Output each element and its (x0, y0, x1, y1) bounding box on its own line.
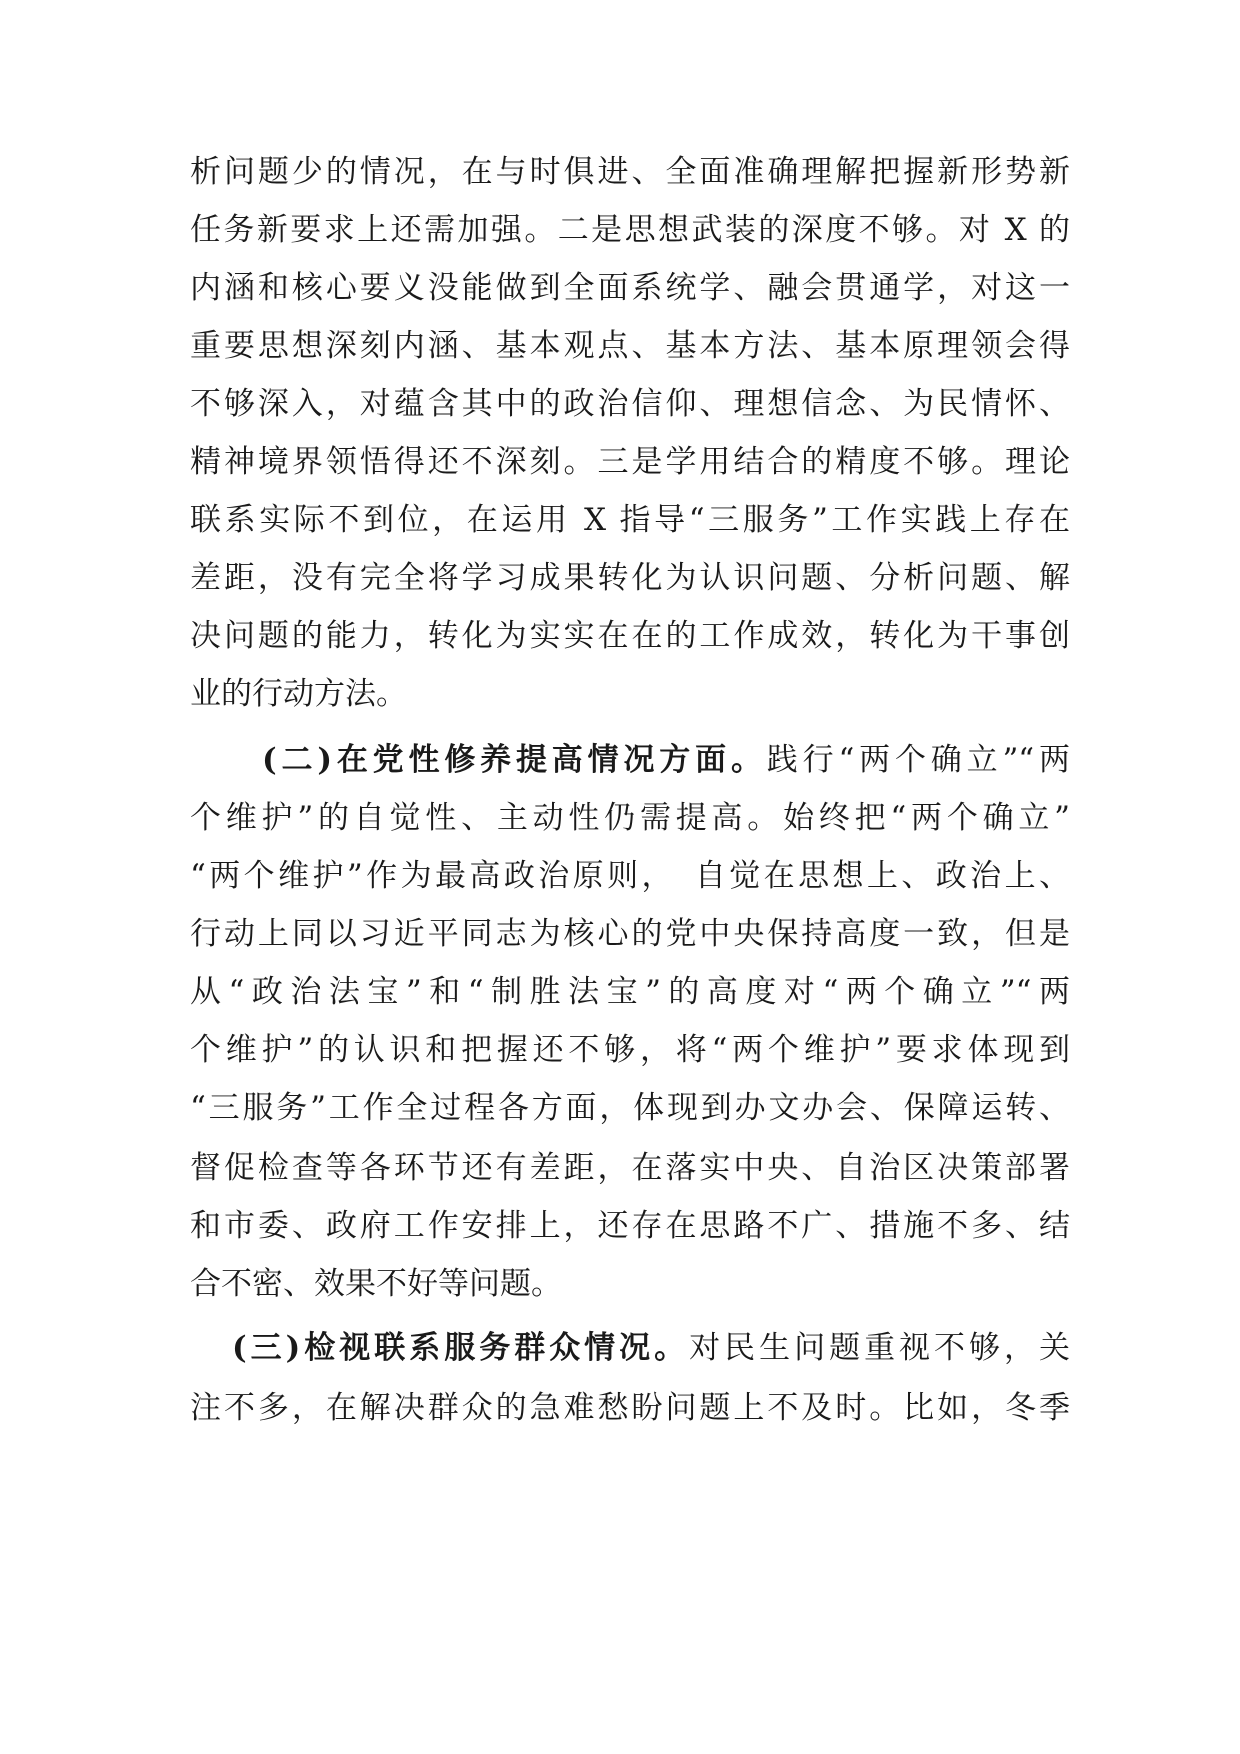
paragraph-2-line-1 (262, 740, 1070, 780)
paragraph-3-line-2: 注不多，在解决群众的急难愁盼问题上不及时。比如，冬季 (190, 1390, 1070, 1426)
paragraph-1-line-6: 精神境界领悟得还不深刻。三是学用结合的精度不够。理论 (190, 444, 1070, 480)
section-heading-3: (三)检视联系服务群众情况。 (232, 1330, 690, 1366)
paragraph-2-line-3: “两个维护”作为最高政治原则， 自觉在思想上、政治上、 (190, 858, 1070, 894)
paragraph-2-line-10: 合不密、效果不好等问题。 (190, 1266, 562, 1302)
paragraph-2-line-4: 行动上同以习近平同志为核心的党中央保持高度一致，但是 (190, 916, 1070, 952)
paragraph-2-line-8: 督促检查等各环节还有差距，在落实中央、自治区决策部署 (190, 1150, 1070, 1186)
paragraph-3-line-1-text: 对民生问题重视不够，关 (689, 1330, 1070, 1366)
paragraph-3-line-1 (232, 1328, 1070, 1368)
paragraph-1-line-8: 差距，没有完全将学习成果转化为认识问题、分析问题、解 (190, 560, 1070, 596)
paragraph-2-line-6: 个维护”的认识和把握还不够，将“两个维护”要求体现到 (190, 1032, 1070, 1068)
paragraph-2-line-2: 个维护”的自觉性、主动性仍需提高。始终把“两个确立” (190, 800, 1070, 836)
paragraph-1-line-5: 不够深入，对蕴含其中的政治信仰、理想信念、为民情怀、 (190, 386, 1070, 422)
paragraph-1-line-9: 决问题的能力，转化为实实在在的工作成效，转化为干事创 (190, 618, 1070, 654)
paragraph-1-line-3: 内涵和核心要义没能做到全面系统学、融会贯通学，对这一 (190, 270, 1070, 306)
paragraph-1-line-1: 析问题少的情况，在与时俱进、全面准确理解把握新形势新 (190, 154, 1070, 190)
paragraph-1-line-7: 联系实际不到位，在运用 X 指导“三服务”工作实践上存在 (190, 502, 1070, 538)
paragraph-1-line-10: 业的行动方法。 (190, 676, 407, 712)
paragraph-2-line-9: 和市委、政府工作安排上，还存在思路不广、措施不多、结 (190, 1208, 1070, 1244)
paragraph-2-line-1-text: 践行“两个确立”“两 (766, 742, 1070, 778)
section-heading-2: (二)在党性修养提高情况方面。 (262, 742, 767, 778)
paragraph-2-line-5: 从“政治法宝”和“制胜法宝”的高度对“两个确立”“两 (190, 974, 1070, 1010)
paragraph-1-line-2: 任务新要求上还需加强。二是思想武装的深度不够。对 X 的 (190, 212, 1070, 248)
paragraph-1-line-4: 重要思想深刻内涵、基本观点、基本方法、基本原理领会得 (190, 328, 1070, 364)
paragraph-2-line-7: “三服务”工作全过程各方面，体现到办文办会、保障运转、 (190, 1090, 1070, 1126)
